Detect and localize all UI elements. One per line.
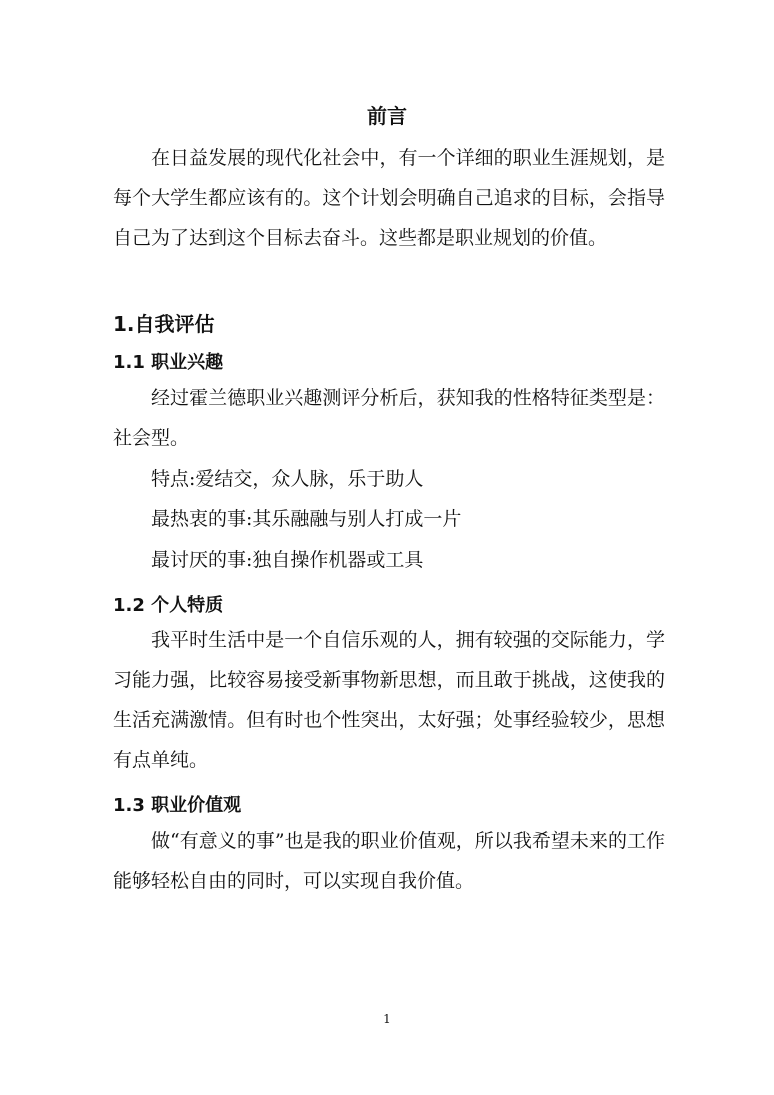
list-item-dislike: 最讨厌的事:独自操作机器或工具 bbox=[151, 549, 424, 571]
intro-paragraph: 在日益发展的现代化社会中，有一个详细的职业生涯规划，是每个大学生都应该有的。这个计划会明确自己追求的目标，会指导自己为了达到这个目标去奋斗。这些都是职业规划的价值。 bbox=[113, 147, 665, 249]
page-title: 前言 bbox=[367, 104, 407, 128]
list-item-traits: 特点:爱结交，众人脉，乐于助人 bbox=[151, 468, 424, 490]
list-item-favorite: 最热衷的事:其乐融融与别人打成一片 bbox=[151, 508, 462, 530]
subsection-heading-career-values: 1.3 职业价值观 bbox=[113, 795, 242, 816]
subsection-heading-career-interest: 1.1 职业兴趣 bbox=[113, 352, 224, 373]
career-values-paragraph: 做“有意义的事”也是我的职业价值观，所以我希望未来的工作能够轻松自由的同时，可以实现自我价值。 bbox=[113, 830, 665, 892]
subsection-heading-personal-traits: 1.2 个人特质 bbox=[113, 595, 224, 616]
section-heading-self-assessment: 1.自我评估 bbox=[113, 312, 215, 336]
career-interest-paragraph: 经过霍兰德职业兴趣测评分析后，获知我的性格特征类型是：社会型。 bbox=[113, 387, 665, 449]
page-number: 1 bbox=[383, 1012, 391, 1026]
personal-traits-paragraph: 我平时生活中是一个自信乐观的人，拥有较强的交际能力，学习能力强，比较容易接受新事物新思想，而且敢于挑战，这使我的生活充满激情。但有时也个性突出，太好强；处事经验较少，思想有点单纯。 bbox=[113, 629, 665, 771]
